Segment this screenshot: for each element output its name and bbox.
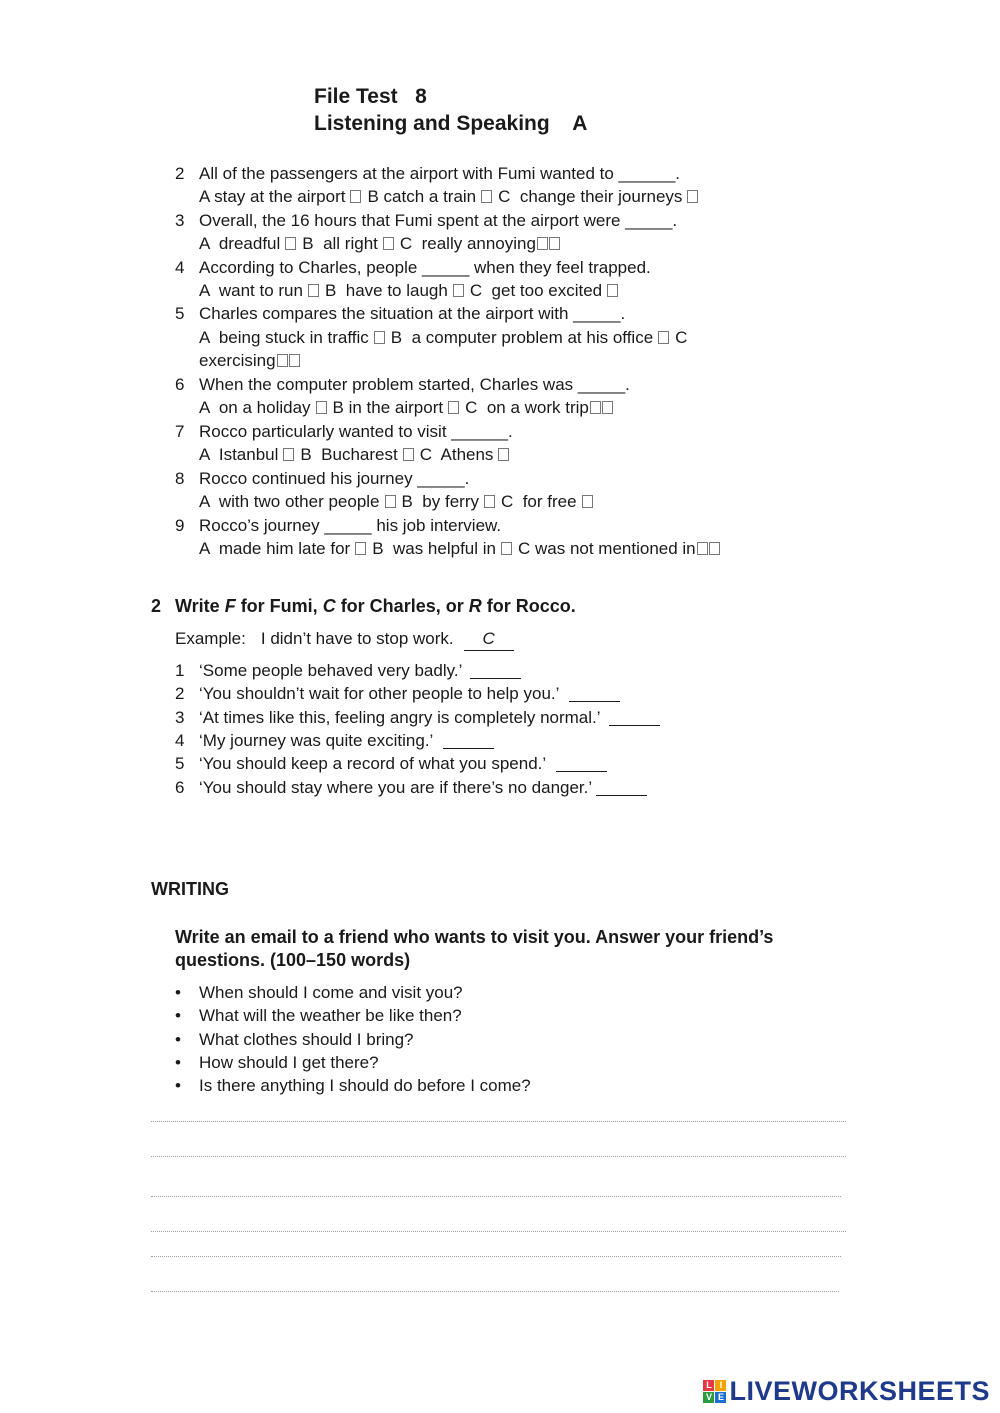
answer-blank[interactable] [443, 732, 494, 749]
question-2: 2 All of the passengers at the airport with Fumi wanted to ______. [175, 164, 680, 183]
answer-blank[interactable] [569, 685, 620, 702]
writing-line[interactable] [151, 1256, 841, 1257]
question-3: 3 Overall, the 16 hours that Fumi spent at the airport were _____. [175, 211, 678, 230]
match-item-2: 2 ‘You shouldn’t wait for other people to help you.’ [175, 682, 620, 705]
option-checkbox[interactable] [602, 401, 613, 414]
question-9-options: A made him late for B was helpful in C was not mentioned in [199, 537, 720, 560]
option-checkbox[interactable] [481, 190, 492, 203]
writing-line[interactable] [151, 1291, 839, 1292]
writing-heading: WRITING [151, 879, 229, 899]
option-checkbox[interactable] [697, 542, 708, 555]
section-2-heading: 2 Write F for Fumi, C for Charles, or R for Rocco. [151, 596, 576, 616]
question-7: 7 Rocco particularly wanted to visit ______. [175, 422, 513, 441]
option-checkbox[interactable] [582, 495, 593, 508]
writing-prompt-line1: Write an email to a friend who wants to visit you. Answer your friend’s [175, 927, 774, 947]
option-checkbox[interactable] [285, 237, 296, 250]
writing-line[interactable] [151, 1196, 841, 1197]
option-checkbox[interactable] [607, 284, 618, 297]
bullet-item: • What will the weather be like then? [175, 1006, 462, 1025]
option-checkbox[interactable] [289, 354, 300, 367]
option-checkbox[interactable] [498, 448, 509, 461]
option-checkbox[interactable] [453, 284, 464, 297]
answer-blank[interactable] [609, 709, 660, 726]
example-answer: C [464, 627, 514, 651]
option-checkbox[interactable] [590, 401, 601, 414]
option-checkbox[interactable] [383, 237, 394, 250]
option-checkbox[interactable] [374, 331, 385, 344]
option-checkbox[interactable] [687, 190, 698, 203]
question-6: 6 When the computer problem started, Charles was _____. [175, 375, 630, 394]
option-checkbox[interactable] [277, 354, 288, 367]
option-checkbox[interactable] [350, 190, 361, 203]
question-3-options: A dreadful B all right C really annoying [199, 232, 560, 255]
option-checkbox[interactable] [484, 495, 495, 508]
option-checkbox[interactable] [448, 401, 459, 414]
page-title: File Test 8 [314, 85, 427, 108]
question-5-options: A being stuck in traffic B a computer problem at his office C [199, 328, 688, 347]
match-item-5: 5 ‘You should keep a record of what you spend.’ [175, 752, 607, 775]
option-checkbox[interactable] [403, 448, 414, 461]
question-2-options: A stay at the airport B catch a train C change their journeys [199, 185, 704, 208]
option-checkbox[interactable] [355, 542, 366, 555]
bullet-item: • When should I come and visit you? [175, 983, 463, 1002]
question-6-options: A on a holiday B in the airport C on a work trip [199, 396, 613, 419]
match-item-3: 3 ‘At times like this, feeling angry is completely normal.’ [175, 706, 660, 729]
bullet-item: • What clothes should I bring? [175, 1030, 414, 1049]
question-4-options: A want to run B have to laugh C get too excited [199, 279, 624, 302]
option-checkbox[interactable] [549, 237, 560, 250]
question-8: 8 Rocco continued his journey _____. [175, 469, 470, 488]
option-checkbox[interactable] [709, 542, 720, 555]
option-checkbox[interactable] [316, 401, 327, 414]
writing-line[interactable] [151, 1231, 846, 1232]
example-line: Example: I didn’t have to stop work. C [175, 627, 514, 651]
option-checkbox[interactable] [308, 284, 319, 297]
writing-line[interactable] [151, 1121, 846, 1122]
match-item-4: 4 ‘My journey was quite exciting.’ [175, 729, 494, 752]
question-5: 5 Charles compares the situation at the airport with _____. [175, 304, 626, 323]
answer-blank[interactable] [596, 779, 647, 796]
option-checkbox[interactable] [658, 331, 669, 344]
question-7-options: A Istanbul B Bucharest C Athens [199, 443, 515, 466]
writing-prompt-line2: questions. (100–150 words) [175, 950, 411, 970]
question-8-options: A with two other people B by ferry C for free [199, 490, 599, 513]
logo-text: LIVEWORKSHEETS [729, 1376, 990, 1406]
option-checkbox[interactable] [385, 495, 396, 508]
match-item-6: 6 ‘You should stay where you are if there’s no danger.’ [175, 776, 647, 799]
option-checkbox[interactable] [501, 542, 512, 555]
question-4: 4 According to Charles, people _____ when they feel trapped. [175, 258, 651, 277]
question-5-options-cont: exercising [199, 349, 300, 372]
bullet-item: • Is there anything I should do before I come? [175, 1076, 531, 1095]
logo-mark-icon: L I V E [703, 1380, 726, 1403]
question-9: 9 Rocco’s journey _____ his job interview. [175, 516, 502, 535]
bullet-item: • How should I get there? [175, 1053, 379, 1072]
option-checkbox[interactable] [537, 237, 548, 250]
writing-line[interactable] [151, 1156, 846, 1157]
option-checkbox[interactable] [283, 448, 294, 461]
page-subtitle: Listening and Speaking A [314, 112, 588, 135]
answer-blank[interactable] [470, 662, 521, 679]
answer-blank[interactable] [556, 755, 607, 772]
match-item-1: 1 ‘Some people behaved very badly.’ [175, 659, 521, 682]
liveworksheets-logo [703, 1376, 990, 1407]
